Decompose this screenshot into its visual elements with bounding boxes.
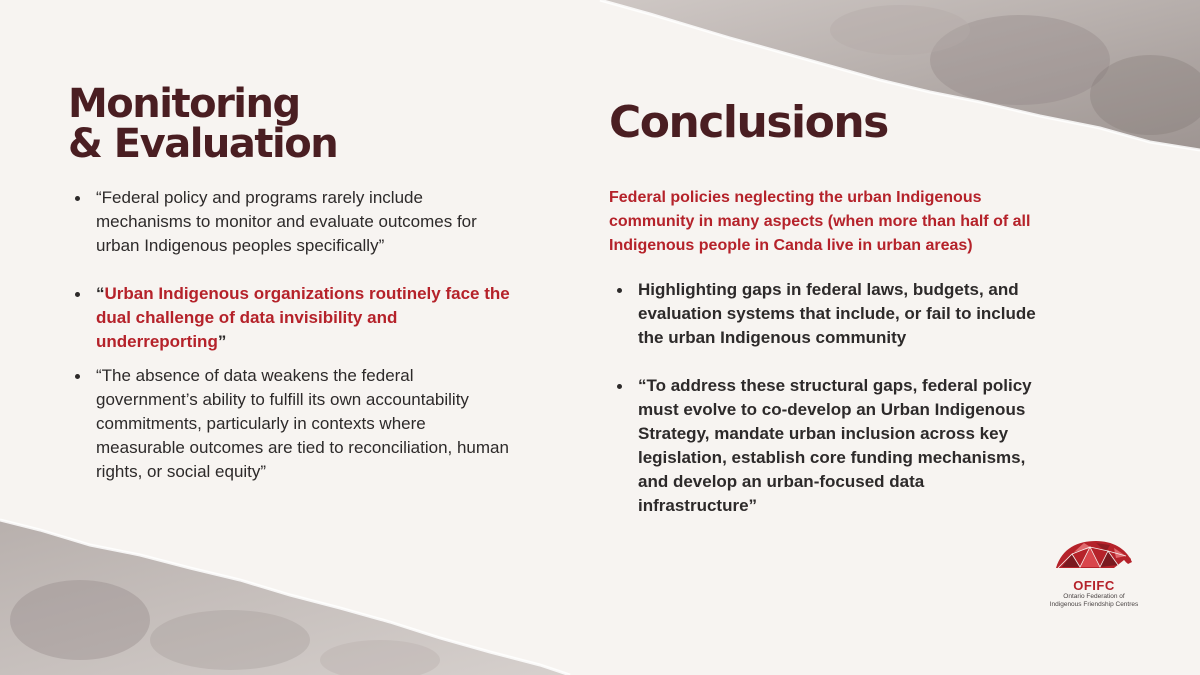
conclusions-lead-text: Federal policies neglecting the urban Indigenous community in many aspects (when more than half of all Indigenous people in Canda live in urban areas) bbox=[609, 189, 1031, 254]
conclusions-heading: Conclusions bbox=[609, 97, 888, 148]
bullet-text: “The absence of data weakens the federal government’s ability to fulfill its own accountability commitments, particularly in contexts where measurable outcomes are tied to reconciliation, human rights, or social equity” bbox=[96, 366, 509, 481]
turtle-mosaic-icon bbox=[1052, 538, 1136, 572]
close-quote: ” bbox=[217, 332, 227, 351]
list-item bbox=[70, 282, 510, 354]
bullet-text: “Federal policy and programs rarely include mechanisms to monitor and evaluate outcomes for urban Indigenous peoples specifically” bbox=[96, 188, 477, 255]
highlight-text: Urban Indigenous organizations routinely face the dual challenge of data invisibility and underreporting bbox=[96, 284, 510, 351]
monitoring-evaluation-heading bbox=[68, 81, 338, 167]
list-item bbox=[612, 278, 1042, 350]
list-item bbox=[70, 186, 510, 258]
list-item bbox=[70, 364, 510, 484]
logo-subtitle-line-2: Indigenous Friendship Centres bbox=[1049, 601, 1139, 608]
bullet-text: Highlighting gaps in federal laws, budgets, and evaluation systems that include, or fail to include the urban Indigenous community bbox=[638, 280, 1036, 347]
logo-acronym: OFIFC bbox=[1073, 578, 1115, 593]
monitoring-bullet-list bbox=[70, 186, 510, 508]
heading-line-1: Monitoring bbox=[68, 81, 300, 127]
open-quote: “ bbox=[96, 284, 105, 303]
list-item bbox=[612, 374, 1042, 518]
conclusions-bullet-list bbox=[612, 278, 1042, 542]
heading-line-2: & Evaluation bbox=[68, 121, 338, 167]
logo-subtitle-line-1: Ontario Federation of bbox=[1063, 593, 1125, 600]
ofifc-logo bbox=[1038, 538, 1150, 609]
bullet-text: “To address these structural gaps, federal policy must evolve to co-develop an Urban Indigenous Strategy, mandate urban inclusion across key legislation, establish core funding mechanisms, and develop an urban-focused data infrastructure” bbox=[638, 376, 1032, 515]
